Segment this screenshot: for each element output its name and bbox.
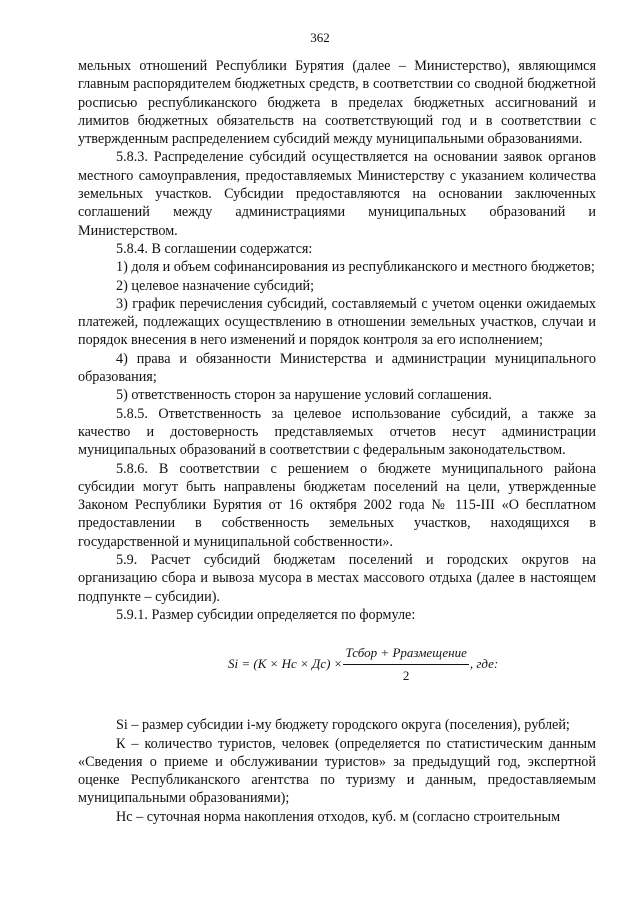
page-number: 362 — [310, 30, 330, 45]
document-body — [78, 57, 596, 826]
paragraph: К – количество туристов, человек (определяется по статистическим данным «Сведения о приеме и обслуживании туристов» за предыдущий год, экспертной оценке Республиканского агентства по туризму и данным, предоставляемым муниципальными образованиями); — [78, 735, 596, 807]
formula-numerator: Тсбор + Рразмещение — [343, 644, 468, 664]
paragraph: 5.8.4. В соглашении содержатся: — [116, 240, 313, 257]
formula-block — [78, 632, 596, 694]
paragraph: 2) целевое назначение субсидий; — [116, 277, 315, 294]
formula-fraction — [343, 644, 468, 685]
paragraphs-top — [78, 57, 596, 624]
subsidy-formula — [228, 644, 498, 685]
paragraph: 5.8.6. В соответствии с решением о бюджете муниципального района субсидии могут быть направлены бюджетам поселений на цели, утвержденные Законом Республики Бурятия от 16 октября 2002 года № 115-III «О бесплатном предоставлении в собственность земельных участков, находящихся в государственной и муниципальной собственности». — [78, 460, 596, 550]
paragraph: 5) ответственность сторон за нарушение условий соглашения. — [116, 387, 492, 404]
formula-denominator: 2 — [402, 667, 410, 683]
paragraph: 5.9.1. Размер субсидии определяется по формуле: — [116, 606, 416, 623]
paragraph: Si – размер субсидии i-му бюджету городского округа (поселения), рублей; — [116, 717, 570, 734]
paragraph: мельных отношений Республики Бурятия (далее – Министерство), являющимся главным распорядителем бюджетных средств, в соответствии со сводной бюджетной росписью республиканского бюджета в пределах бюджетных ассигнований и лимитов бюджетных обязательств на соответствующий год и в соответствии с утвержденным распределением субсидий между муниципальными образованиями. — [78, 58, 596, 148]
formula-suffix: , где: — [469, 656, 499, 672]
paragraph: 5.9. Расчет субсидий бюджетам поселений и городских округов на организацию сбора и вывоза мусора в местах массового отдыха (далее в настоящем подпункте – субсидии). — [78, 552, 596, 605]
paragraph: 1) доля и объем софинансирования из республиканского и местного бюджетов; — [116, 259, 595, 276]
paragraphs-bottom — [78, 716, 596, 826]
paragraph: 3) график перечисления субсидий, составляемый с учетом оценки ожидаемых платежей, подлежащих осуществлению в отношении земельных участков, случаи и порядок внесения в него изменений и порядок контроля за его исполнением; — [78, 295, 596, 349]
paragraph: 4) права и обязанности Министерства и администрации муниципального образования; — [78, 350, 596, 386]
paragraph: 5.8.3. Распределение субсидий осуществляется на основании заявок органов местного самоуправления, предоставляемых Министерству с указанием количества земельных участков. Субсидии предоставляются на основании заключенных соглашений между администрациями муниципальных образований и Министерством. — [78, 149, 596, 239]
formula-lhs: Si = (К × Нс × Дс) × — [228, 656, 343, 672]
paragraph: 5.8.5. Ответственность за целевое использование субсидий, а также за качество и достоверность представляемых отчетов несут администрации муниципальных образований в соответствии с федеральным законодательством. — [78, 405, 596, 459]
paragraph: Нс – суточная норма накопления отходов, куб. м (согласно строительным — [116, 808, 561, 825]
